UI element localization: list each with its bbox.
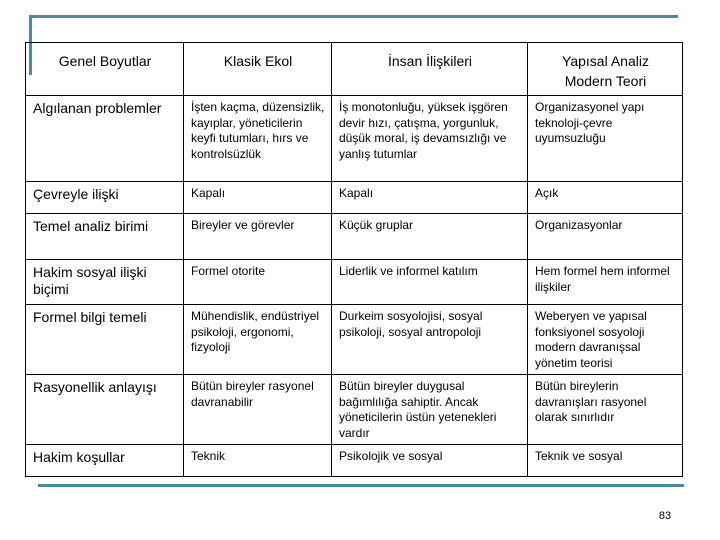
table-row <box>26 214 683 260</box>
frame-bottom-line <box>38 484 684 487</box>
table-cell: Hem formel hem informel ilişkiler <box>528 260 683 305</box>
table-cell: Teknik ve sosyal <box>528 445 683 477</box>
table-header-row <box>26 43 683 96</box>
header-classical-school: Klasik Ekol <box>184 43 332 96</box>
row-label: Rasyonellik anlayışı <box>26 375 184 445</box>
table-cell: Bütün bireyler duygusal bağımlılığa sahiptir. Ancak yöneticilerin üstün yetenekleri vardır <box>332 375 528 445</box>
table-row <box>26 445 683 477</box>
row-label: Hakim sosyal ilişki biçimi <box>26 260 184 305</box>
table-cell: Formel otorite <box>184 260 332 305</box>
table-cell: Açık <box>528 182 683 214</box>
table-row <box>26 305 683 375</box>
header-human-relations: İnsan İlişkileri <box>332 43 528 96</box>
table-cell: Kapalı <box>332 182 528 214</box>
header-structural-analysis: Yapısal Analiz Modern Teori <box>528 43 683 96</box>
table-cell: Bireyler ve görevler <box>184 214 332 260</box>
table-cell: Bütün bireyler rasyonel davranabilir <box>184 375 332 445</box>
table-cell: Organizasyonel yapı teknoloji-çevre uyumsuzluğu <box>528 96 683 182</box>
table-cell: Durkeim sosyolojisi, sosyal psikoloji, sosyal antropoloji <box>332 305 528 375</box>
table-cell: İş monotonluğu, yüksek işgören devir hızı, çatışma, yorgunluk, düşük moral, iş devamsızlığı ve yanlış tutumlar <box>332 96 528 182</box>
table-cell: Küçük gruplar <box>332 214 528 260</box>
row-label: Algılanan problemler <box>26 96 184 182</box>
table-cell: Psikolojik ve sosyal <box>332 445 528 477</box>
row-label: Hakim koşullar <box>26 445 184 477</box>
comparison-table <box>25 42 683 477</box>
row-label: Formel bilgi temeli <box>26 305 184 375</box>
table-row <box>26 260 683 305</box>
row-label: Temel analiz birimi <box>26 214 184 260</box>
frame-top-line <box>29 15 678 18</box>
table-cell: Teknik <box>184 445 332 477</box>
table-cell: Organizasyonlar <box>528 214 683 260</box>
table-row <box>26 182 683 214</box>
table-row <box>26 96 683 182</box>
table-row <box>26 375 683 445</box>
header-general-dimensions: Genel Boyutlar <box>26 43 184 96</box>
row-label: Çevreyle ilişki <box>26 182 184 214</box>
table-cell: Kapalı <box>184 182 332 214</box>
table-cell: Mühendislik, endüstriyel psikoloji, ergonomi, fizyoloji <box>184 305 332 375</box>
page-number: 83 <box>658 510 672 522</box>
table-cell: İşten kaçma, düzensizlik, kayıplar, yöneticilerin keyfi tutumları, hırs ve kontrolsüzlük <box>184 96 332 182</box>
table-cell: Bütün bireylerin davranışları rasyonel olarak sınırlıdır <box>528 375 683 445</box>
table-cell: Liderlik ve informel katılım <box>332 260 528 305</box>
table-cell: Weberyen ve yapısal fonksiyonel sosyoloji modern davranışsal yönetim teorisi <box>528 305 683 375</box>
